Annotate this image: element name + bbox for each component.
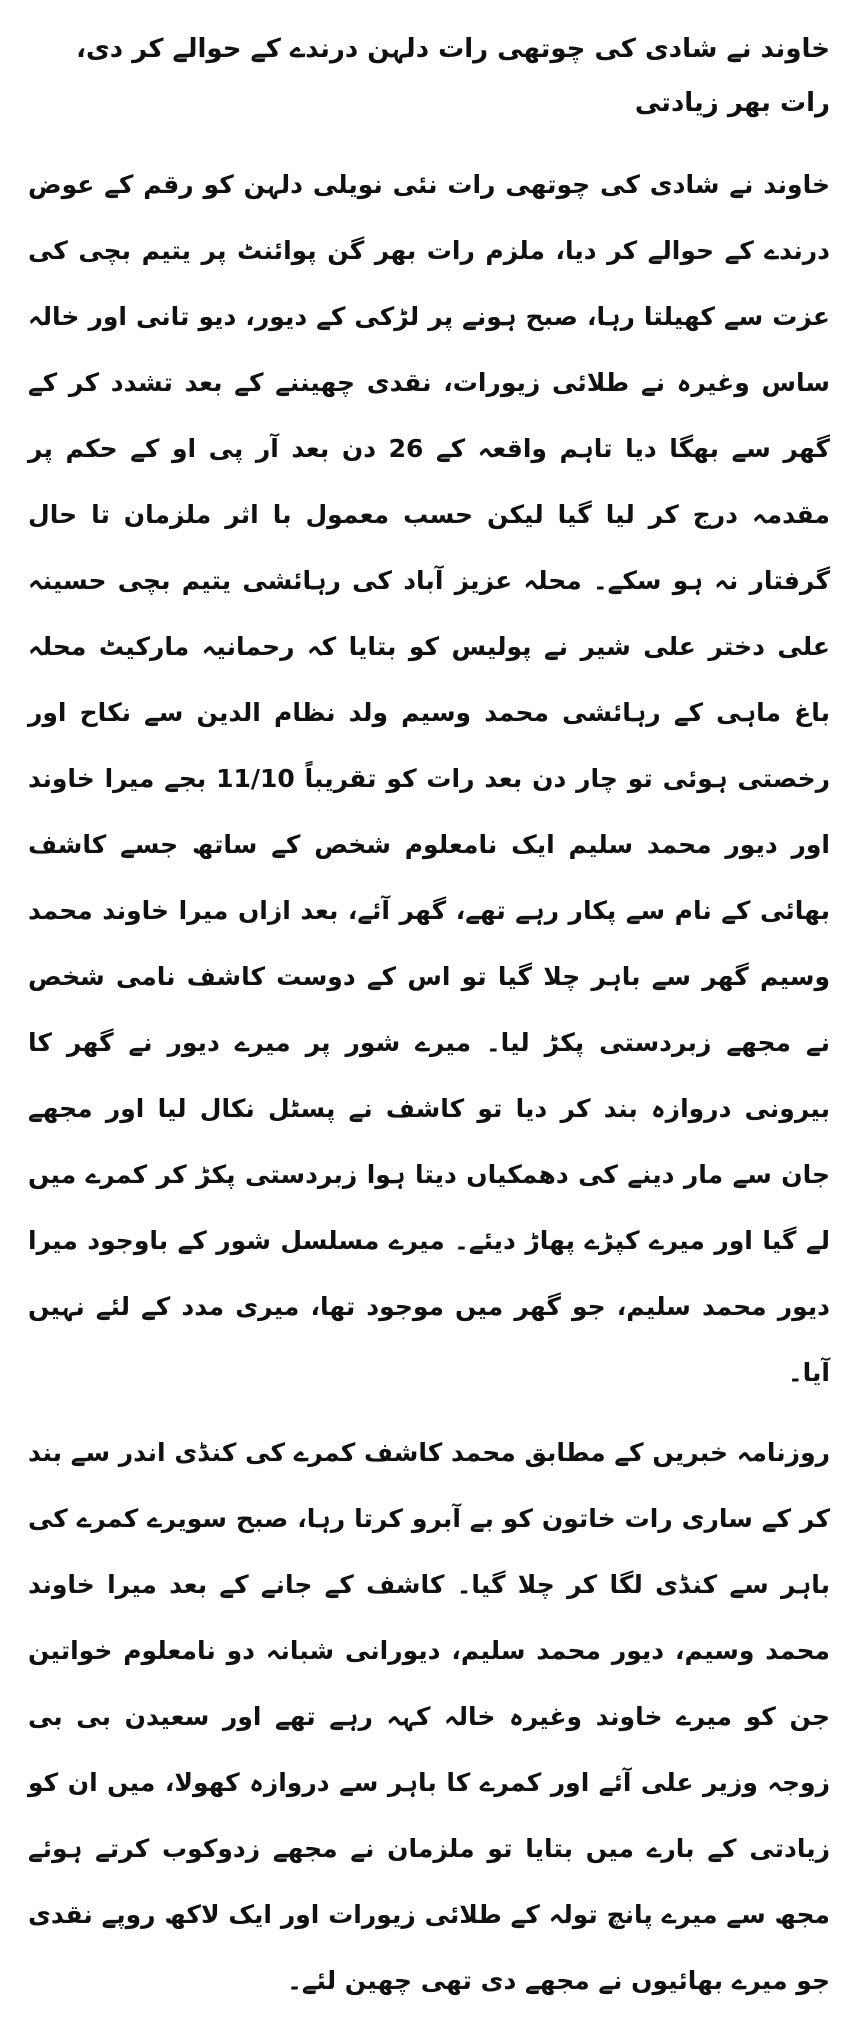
article-paragraph-2: روزنامہ خبریں کے مطابق محمد کاشف کمرے کی کنڈی اندر سے بند کر کے ساری رات خاتون کو بے آبرو کرتا رہا، صبح سویرے کمرے کی باہر سے کنڈی لگا کر چلا گیا۔ کاشف کے جانے کے بعد میرا خاوند محمد وسیم، دیور محمد سلیم، دیورانی شبانہ دو نامعلوم خواتین جن کو میرے خاوند وغیرہ خالہ کہہ رہے تھے اور سعیدن بی بی زوجہ وزیر علی آئے اور کمرے کا باہر سے دروازہ کھولا، میں ان کو زیادتی کے بارے میں بتایا تو ملزمان نے مجھے زدوکوب کرتے ہوئے مجھ سے میرے پانچ تولہ کے طلائی زیورات اور ایک لاکھ روپے نقدی جو میرے بھائیوں نے مجھے دی تھی چھین لئے۔ <box>28 1438 830 1995</box>
news-article <box>28 22 830 2028</box>
article-paragraph-1: خاوند نے شادی کی چوتھی رات نئی نویلی دلہن کو رقم کے عوض درندے کے حوالے کر دیا، ملزم رات بھر گن پوائنٹ پر یتیم بچی کی عزت سے کھیلتا رہا، صبح ہونے پر لڑکی کے دیور، دیو تانی اور خالہ ساس وغیرہ نے طلائی زیورات، نقدی چھیننے کے بعد تشدد کر کے گھر سے بھگا دیا تاہم واقعہ کے 26 دن بعد آر پی او کے حکم پر مقدمہ درج کر لیا گیا لیکن حسب معمول با اثر ملزمان تا حال گرفتار نہ ہو سکے۔ محلہ عزیز آباد کی رہائشی یتیم بچی حسینہ علی دختر علی شیر نے پولیس کو بتایا کہ رحمانیہ مارکیٹ محلہ باغ ماہی کے رہائشی محمد وسیم ولد نظام الدین سے نکاح اور رخصتی ہوئی تو چار دن بعد رات کو تقریباً 11/10 بجے میرا خاوند اور دیور محمد سلیم ایک نامعلوم شخص کے ساتھ جسے کاشف بھائی کے نام سے پکار رہے تھے، گھر آئے، بعد ازاں میرا خاوند محمد وسیم گھر سے باہر چلا گیا تو اس کے دوست کاشف نامی شخص نے مجھے زبردستی پکڑ لیا۔ میرے شور پر میرے دیور نے گھر کا بیرونی دروازہ بند کر دیا تو کاشف نے پسٹل نکال لیا اور مجھے جان سے مار دینے کی دھمکیاں دیتا ہوا زبردستی پکڑ کر کمرے میں لے گیا اور میرے کپڑے پھاڑ دیئے۔ میرے مسلسل شور کے باوجود میرا دیور محمد سلیم، جو گھر میں موجود تھا، میری مدد کے لئے نہیں آیا۔ <box>28 170 830 1387</box>
article-headline: خاوند نے شادی کی چوتھی رات دلہن درندے کے حوالے کر دی، رات بھر زیادتی <box>76 34 830 118</box>
